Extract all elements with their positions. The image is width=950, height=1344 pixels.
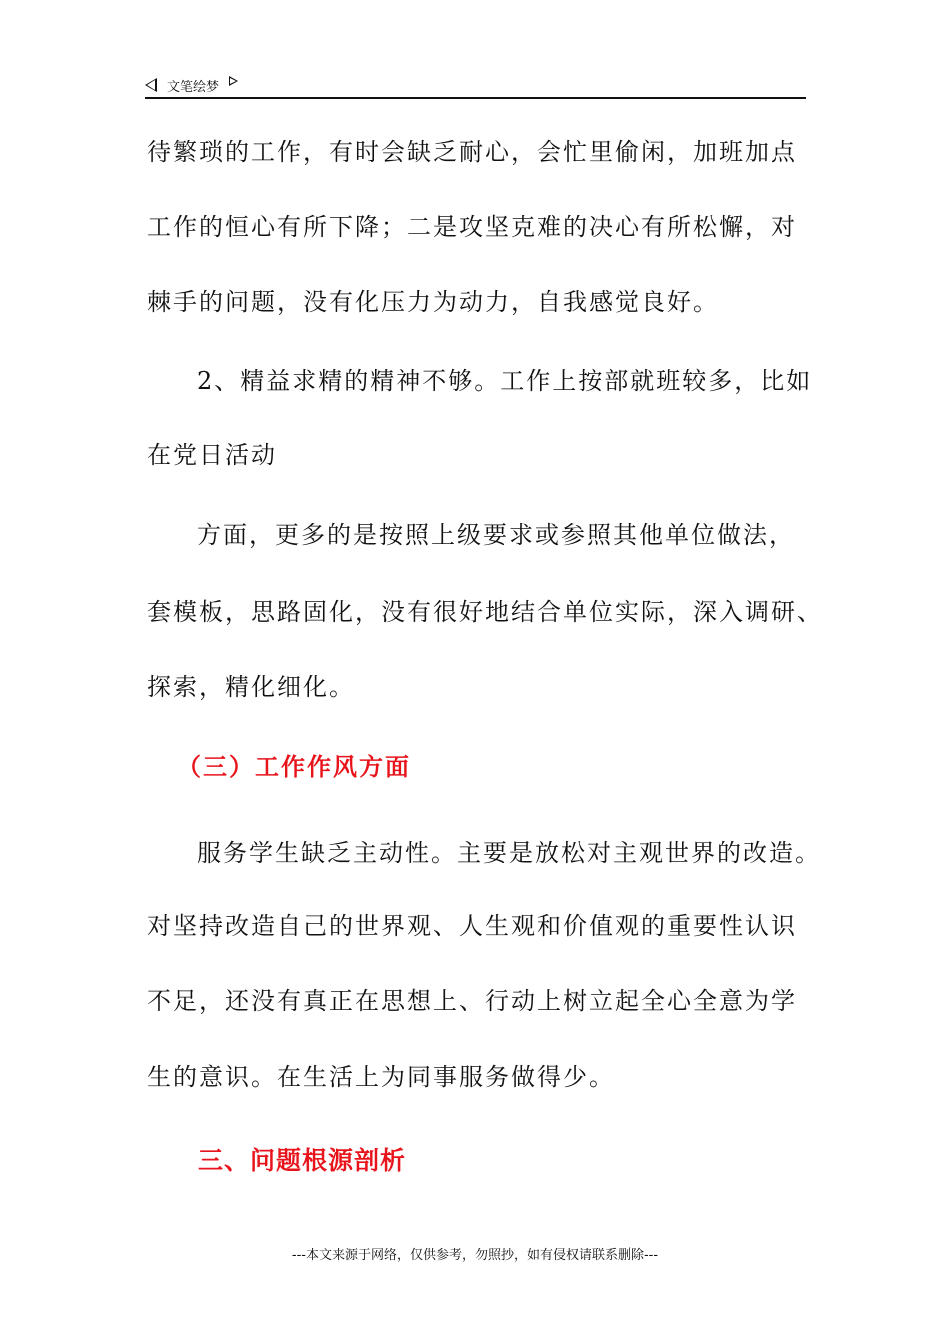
paragraph-line: 方面，更多的是按照上级要求或参照其他单位做法， <box>197 521 795 549</box>
paragraph-line: 套模板，思路固化，没有很好地结合单位实际，深入调研、 <box>147 598 823 626</box>
triangle-left-icon <box>145 78 157 92</box>
section-heading: 三、问题根源剖析 <box>198 1146 407 1175</box>
paragraph-line: 不足，还没有真正在思想上、行动上树立起全心全意为学 <box>147 987 797 1015</box>
paragraph-line: 待繁琐的工作，有时会缺乏耐心，会忙里偷闲，加班加点 <box>147 138 797 166</box>
paragraph-line: 2、精益求精的精神不够。工作上按部就班较多，比如 <box>197 367 813 395</box>
footer-disclaimer: ---本文来源于网络，仅供参考，勿照抄，如有侵权请联系删除--- <box>291 1248 659 1263</box>
header-rule <box>145 97 806 99</box>
subsection-heading: （三）工作作风方面 <box>177 753 411 781</box>
paragraph-line: 棘手的问题，没有化压力为动力，自我感觉良好。 <box>147 288 719 316</box>
header-title: 文笔绘梦 <box>167 79 220 95</box>
paragraph-line: 生的意识。在生活上为同事服务做得少。 <box>147 1063 615 1091</box>
paragraph-line: 工作的恒心有所下降；二是攻坚克难的决心有所松懈，对 <box>147 213 797 241</box>
paragraph-line: 对坚持改造自己的世界观、人生观和价值观的重要性认识 <box>147 912 797 940</box>
triangle-right-icon <box>229 76 238 86</box>
paragraph-line: 探索，精化细化。 <box>147 673 355 701</box>
paragraph-line: 服务学生缺乏主动性。主要是放松对主观世界的改造。 <box>197 839 821 867</box>
document-header <box>145 72 238 98</box>
paragraph-line: 在党日活动 <box>147 441 277 469</box>
